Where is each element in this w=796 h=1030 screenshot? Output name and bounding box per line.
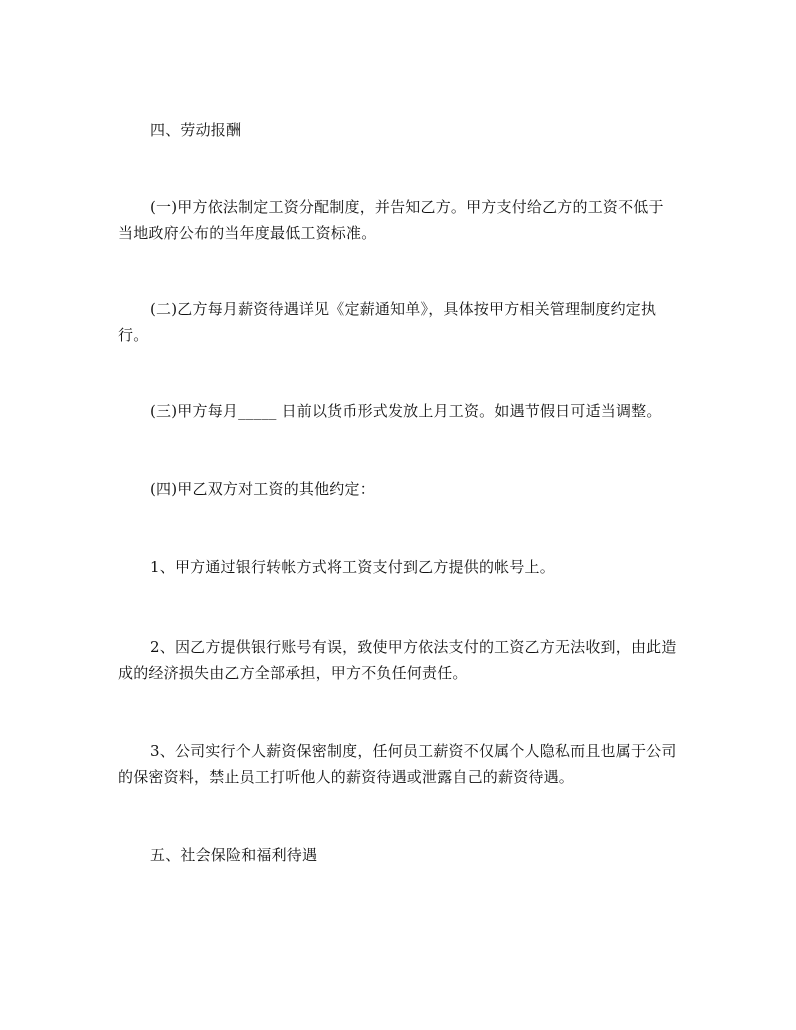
clause-2-paragraph: (二)乙方每月薪资待遇详见《定薪通知单》，具体按甲方相关管理制度约定执行。	[118, 300, 657, 344]
clause-4-paragraph: (四)甲乙双方对工资的其他约定：	[150, 480, 375, 498]
item-2-paragraph: 2、因乙方提供银行账号有误，致使甲方依法支付的工资乙方无法收到，由此造成的经济损失由乙方全部承担，甲方不负任何责任。	[118, 638, 677, 682]
item-3-paragraph: 3、公司实行个人薪资保密制度，任何员工薪资不仅属个人隐私而且也属于公司的保密资料，禁止员工打听他人的薪资待遇或泄露自己的薪资待遇。	[118, 742, 677, 786]
item-1-paragraph: 1、甲方通过银行转帐方式将工资支付到乙方提供的帐号上。	[150, 558, 555, 576]
clause-3-paragraph: (三)甲方每月_____ 日前以货币形式发放上月工资。如遇节假日可适当调整。	[150, 402, 662, 420]
section-5-heading: 五、社会保险和福利待遇	[150, 846, 318, 864]
clause-1-paragraph: (一)甲方依法制定工资分配制度，并告知乙方。甲方支付给乙方的工资不低于当地政府公布的当年度最低工资标准。	[118, 198, 664, 242]
section-4-heading: 四、劳动报酬	[150, 121, 242, 139]
